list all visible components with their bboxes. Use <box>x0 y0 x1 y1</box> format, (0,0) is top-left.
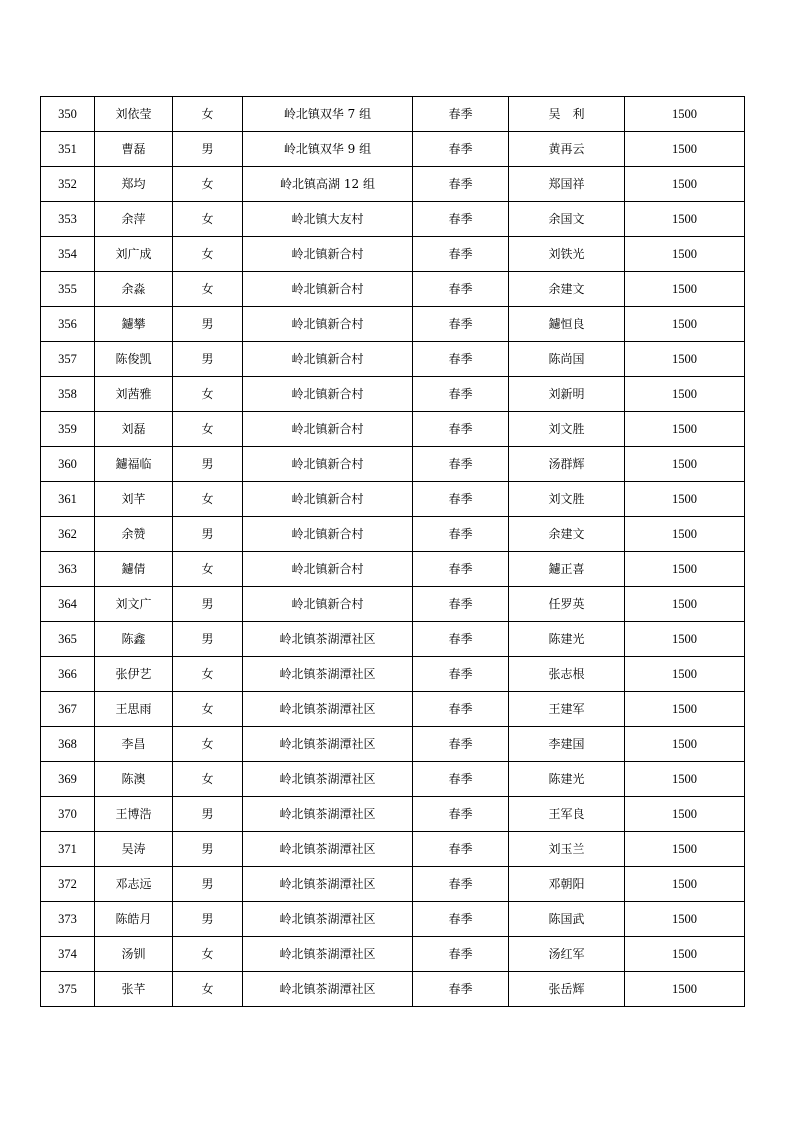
guardian-name-cell: 郑国祥 <box>509 167 625 202</box>
student-name-cell: 张伊艺 <box>95 657 173 692</box>
amount-cell: 1500 <box>625 657 745 692</box>
address-cell: 岭北镇新合村 <box>243 377 413 412</box>
row-number-cell: 374 <box>41 937 95 972</box>
row-number-cell: 361 <box>41 482 95 517</box>
row-number-cell: 369 <box>41 762 95 797</box>
student-name-cell: 余萍 <box>95 202 173 237</box>
semester-cell: 春季 <box>413 272 509 307</box>
guardian-name-cell: 刘新明 <box>509 377 625 412</box>
amount-cell: 1500 <box>625 412 745 447</box>
row-number-cell: 364 <box>41 587 95 622</box>
guardian-name-cell: 黄再云 <box>509 132 625 167</box>
table-row <box>41 132 745 167</box>
semester-cell: 春季 <box>413 692 509 727</box>
gender-cell: 女 <box>173 937 243 972</box>
table-row <box>41 937 745 972</box>
address-cell: 岭北镇茶湖潭社区 <box>243 727 413 762</box>
guardian-name-cell: 鑢正喜 <box>509 552 625 587</box>
semester-cell: 春季 <box>413 937 509 972</box>
amount-cell: 1500 <box>625 377 745 412</box>
table-row <box>41 342 745 377</box>
guardian-name-cell: 汤红军 <box>509 937 625 972</box>
semester-cell: 春季 <box>413 377 509 412</box>
gender-cell: 男 <box>173 867 243 902</box>
row-number-cell: 353 <box>41 202 95 237</box>
table-row <box>41 867 745 902</box>
semester-cell: 春季 <box>413 482 509 517</box>
address-cell: 岭北镇新合村 <box>243 307 413 342</box>
row-number-cell: 370 <box>41 797 95 832</box>
amount-cell: 1500 <box>625 587 745 622</box>
guardian-name-cell: 陈建光 <box>509 762 625 797</box>
address-cell: 岭北镇茶湖潭社区 <box>243 622 413 657</box>
address-cell: 岭北镇双华 7 组 <box>243 97 413 132</box>
gender-cell: 女 <box>173 377 243 412</box>
student-name-cell: 李昌 <box>95 727 173 762</box>
student-name-cell: 余赞 <box>95 517 173 552</box>
guardian-name-cell: 邓朝阳 <box>509 867 625 902</box>
table-row <box>41 517 745 552</box>
address-cell: 岭北镇新合村 <box>243 482 413 517</box>
semester-cell: 春季 <box>413 832 509 867</box>
gender-cell: 男 <box>173 517 243 552</box>
row-number-cell: 373 <box>41 902 95 937</box>
student-name-cell: 王思雨 <box>95 692 173 727</box>
guardian-name-cell: 刘铁光 <box>509 237 625 272</box>
guardian-name-cell: 陈尚国 <box>509 342 625 377</box>
amount-cell: 1500 <box>625 622 745 657</box>
row-number-cell: 365 <box>41 622 95 657</box>
table-row <box>41 447 745 482</box>
table-row <box>41 727 745 762</box>
guardian-name-cell: 王军良 <box>509 797 625 832</box>
row-number-cell: 351 <box>41 132 95 167</box>
address-cell: 岭北镇新合村 <box>243 447 413 482</box>
row-number-cell: 357 <box>41 342 95 377</box>
amount-cell: 1500 <box>625 902 745 937</box>
student-name-cell: 吴涛 <box>95 832 173 867</box>
semester-cell: 春季 <box>413 307 509 342</box>
guardian-name-cell: 鑢恒良 <box>509 307 625 342</box>
roster-table <box>40 96 745 1007</box>
student-name-cell: 刘广成 <box>95 237 173 272</box>
gender-cell: 女 <box>173 482 243 517</box>
address-cell: 岭北镇新合村 <box>243 237 413 272</box>
gender-cell: 男 <box>173 902 243 937</box>
guardian-name-cell: 余国文 <box>509 202 625 237</box>
row-number-cell: 352 <box>41 167 95 202</box>
guardian-name-cell: 张志根 <box>509 657 625 692</box>
student-name-cell: 刘茜雅 <box>95 377 173 412</box>
row-number-cell: 360 <box>41 447 95 482</box>
amount-cell: 1500 <box>625 167 745 202</box>
gender-cell: 男 <box>173 622 243 657</box>
semester-cell: 春季 <box>413 622 509 657</box>
semester-cell: 春季 <box>413 97 509 132</box>
student-name-cell: 鑢福临 <box>95 447 173 482</box>
student-name-cell: 余淼 <box>95 272 173 307</box>
amount-cell: 1500 <box>625 272 745 307</box>
table-row <box>41 552 745 587</box>
address-cell: 岭北镇高湖 12 组 <box>243 167 413 202</box>
semester-cell: 春季 <box>413 867 509 902</box>
amount-cell: 1500 <box>625 307 745 342</box>
student-name-cell: 刘依莹 <box>95 97 173 132</box>
semester-cell: 春季 <box>413 412 509 447</box>
semester-cell: 春季 <box>413 727 509 762</box>
address-cell: 岭北镇茶湖潭社区 <box>243 832 413 867</box>
amount-cell: 1500 <box>625 797 745 832</box>
address-cell: 岭北镇双华 9 组 <box>243 132 413 167</box>
address-cell: 岭北镇新合村 <box>243 517 413 552</box>
table-row <box>41 167 745 202</box>
guardian-name-cell: 余建文 <box>509 517 625 552</box>
student-name-cell: 张芊 <box>95 972 173 1007</box>
table-row <box>41 412 745 447</box>
address-cell: 岭北镇茶湖潭社区 <box>243 657 413 692</box>
student-name-cell: 汤钏 <box>95 937 173 972</box>
address-cell: 岭北镇新合村 <box>243 412 413 447</box>
student-name-cell: 邓志远 <box>95 867 173 902</box>
address-cell: 岭北镇新合村 <box>243 342 413 377</box>
address-cell: 岭北镇茶湖潭社区 <box>243 762 413 797</box>
gender-cell: 男 <box>173 342 243 377</box>
table-body <box>41 97 745 1007</box>
gender-cell: 女 <box>173 727 243 762</box>
table-row <box>41 377 745 412</box>
amount-cell: 1500 <box>625 937 745 972</box>
semester-cell: 春季 <box>413 762 509 797</box>
row-number-cell: 367 <box>41 692 95 727</box>
amount-cell: 1500 <box>625 692 745 727</box>
amount-cell: 1500 <box>625 237 745 272</box>
amount-cell: 1500 <box>625 762 745 797</box>
gender-cell: 女 <box>173 972 243 1007</box>
guardian-name-cell: 李建国 <box>509 727 625 762</box>
student-name-cell: 刘文广 <box>95 587 173 622</box>
guardian-name-cell: 王建军 <box>509 692 625 727</box>
student-name-cell: 陈皓月 <box>95 902 173 937</box>
student-name-cell: 刘芊 <box>95 482 173 517</box>
student-name-cell: 王博浩 <box>95 797 173 832</box>
gender-cell: 女 <box>173 657 243 692</box>
semester-cell: 春季 <box>413 447 509 482</box>
row-number-cell: 362 <box>41 517 95 552</box>
address-cell: 岭北镇茶湖潭社区 <box>243 972 413 1007</box>
guardian-name-cell: 刘文胜 <box>509 412 625 447</box>
semester-cell: 春季 <box>413 657 509 692</box>
gender-cell: 男 <box>173 132 243 167</box>
table-row <box>41 482 745 517</box>
table-row <box>41 902 745 937</box>
gender-cell: 男 <box>173 832 243 867</box>
row-number-cell: 355 <box>41 272 95 307</box>
guardian-name-cell: 任罗英 <box>509 587 625 622</box>
row-number-cell: 375 <box>41 972 95 1007</box>
gender-cell: 女 <box>173 272 243 307</box>
row-number-cell: 366 <box>41 657 95 692</box>
table-row <box>41 272 745 307</box>
amount-cell: 1500 <box>625 727 745 762</box>
address-cell: 岭北镇新合村 <box>243 587 413 622</box>
semester-cell: 春季 <box>413 902 509 937</box>
address-cell: 岭北镇茶湖潭社区 <box>243 797 413 832</box>
gender-cell: 女 <box>173 202 243 237</box>
semester-cell: 春季 <box>413 972 509 1007</box>
guardian-name-cell: 陈建光 <box>509 622 625 657</box>
guardian-name-cell: 余建文 <box>509 272 625 307</box>
table-row <box>41 972 745 1007</box>
gender-cell: 女 <box>173 762 243 797</box>
row-number-cell: 363 <box>41 552 95 587</box>
gender-cell: 男 <box>173 587 243 622</box>
gender-cell: 女 <box>173 237 243 272</box>
student-name-cell: 陈俊凯 <box>95 342 173 377</box>
amount-cell: 1500 <box>625 447 745 482</box>
address-cell: 岭北镇茶湖潭社区 <box>243 902 413 937</box>
student-name-cell: 陈澳 <box>95 762 173 797</box>
gender-cell: 女 <box>173 692 243 727</box>
table-row <box>41 587 745 622</box>
semester-cell: 春季 <box>413 587 509 622</box>
semester-cell: 春季 <box>413 202 509 237</box>
gender-cell: 男 <box>173 447 243 482</box>
guardian-name-cell: 刘文胜 <box>509 482 625 517</box>
gender-cell: 女 <box>173 97 243 132</box>
amount-cell: 1500 <box>625 972 745 1007</box>
guardian-name-cell: 汤群辉 <box>509 447 625 482</box>
table-row <box>41 307 745 342</box>
gender-cell: 女 <box>173 167 243 202</box>
guardian-name-cell: 吴 利 <box>509 97 625 132</box>
student-name-cell: 郑均 <box>95 167 173 202</box>
amount-cell: 1500 <box>625 552 745 587</box>
table-row <box>41 237 745 272</box>
table-row <box>41 797 745 832</box>
semester-cell: 春季 <box>413 132 509 167</box>
address-cell: 岭北镇茶湖潭社区 <box>243 867 413 902</box>
amount-cell: 1500 <box>625 202 745 237</box>
student-name-cell: 鑢倩 <box>95 552 173 587</box>
row-number-cell: 350 <box>41 97 95 132</box>
guardian-name-cell: 陈国武 <box>509 902 625 937</box>
guardian-name-cell: 张岳辉 <box>509 972 625 1007</box>
amount-cell: 1500 <box>625 832 745 867</box>
semester-cell: 春季 <box>413 797 509 832</box>
table-row <box>41 762 745 797</box>
address-cell: 岭北镇新合村 <box>243 272 413 307</box>
table-row <box>41 832 745 867</box>
table-row <box>41 202 745 237</box>
address-cell: 岭北镇新合村 <box>243 552 413 587</box>
row-number-cell: 371 <box>41 832 95 867</box>
address-cell: 岭北镇茶湖潭社区 <box>243 937 413 972</box>
amount-cell: 1500 <box>625 132 745 167</box>
semester-cell: 春季 <box>413 552 509 587</box>
student-name-cell: 刘磊 <box>95 412 173 447</box>
address-cell: 岭北镇大友村 <box>243 202 413 237</box>
row-number-cell: 372 <box>41 867 95 902</box>
semester-cell: 春季 <box>413 237 509 272</box>
amount-cell: 1500 <box>625 482 745 517</box>
amount-cell: 1500 <box>625 867 745 902</box>
row-number-cell: 368 <box>41 727 95 762</box>
student-name-cell: 鑢攀 <box>95 307 173 342</box>
row-number-cell: 359 <box>41 412 95 447</box>
table-row <box>41 622 745 657</box>
table-row <box>41 692 745 727</box>
student-name-cell: 曹磊 <box>95 132 173 167</box>
gender-cell: 女 <box>173 552 243 587</box>
row-number-cell: 354 <box>41 237 95 272</box>
semester-cell: 春季 <box>413 342 509 377</box>
table-row <box>41 97 745 132</box>
semester-cell: 春季 <box>413 517 509 552</box>
gender-cell: 女 <box>173 412 243 447</box>
address-cell: 岭北镇茶湖潭社区 <box>243 692 413 727</box>
semester-cell: 春季 <box>413 167 509 202</box>
student-name-cell: 陈鑫 <box>95 622 173 657</box>
table-row <box>41 657 745 692</box>
amount-cell: 1500 <box>625 517 745 552</box>
gender-cell: 男 <box>173 307 243 342</box>
guardian-name-cell: 刘玉兰 <box>509 832 625 867</box>
row-number-cell: 356 <box>41 307 95 342</box>
amount-cell: 1500 <box>625 97 745 132</box>
row-number-cell: 358 <box>41 377 95 412</box>
gender-cell: 男 <box>173 797 243 832</box>
amount-cell: 1500 <box>625 342 745 377</box>
